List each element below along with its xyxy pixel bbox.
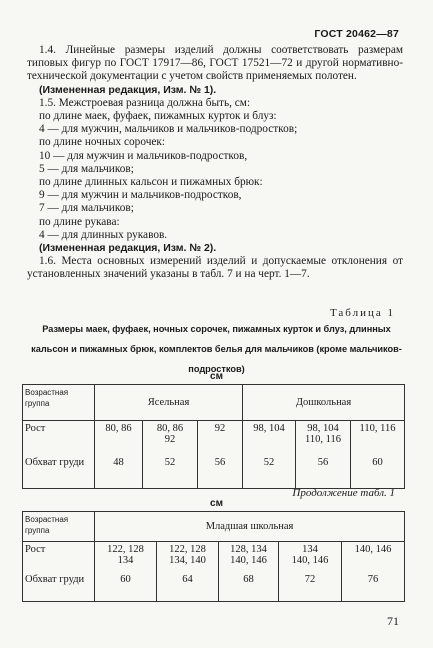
table-row — [23, 455, 405, 489]
table-cell: 64 — [157, 572, 219, 602]
sizes-table-1-continued — [22, 511, 405, 602]
para-1-6: 1.6. Места основных измерений изделий и допускаемые отклонения от установленных значений указаны в табл. 7 и на черт. 1—7. — [27, 255, 403, 281]
table-cell: 48 — [95, 455, 143, 489]
table-cell: 98, 104 — [243, 421, 296, 455]
document-code: ГОСТ 20462—87 — [314, 28, 399, 40]
table-cell: 80, 86 92 — [143, 421, 198, 455]
table-cell: 80, 86 — [95, 421, 143, 455]
table-cell: 110, 116 — [351, 421, 405, 455]
table-cell: 60 — [351, 455, 405, 489]
table-cell: 60 — [95, 572, 157, 602]
group-header-preschool: Дошкольная — [243, 385, 405, 421]
sizes-table-1 — [22, 384, 405, 489]
table-title: Размеры маек, фуфаек, ночных сорочек, пижамных курток и блуз, длинных кальсон и пижамных брюк, комплектов белья для мальчиков (кроме мальчиков-подростков) — [31, 324, 402, 374]
row-label-height: Рост — [23, 421, 95, 455]
table-cell: 76 — [342, 572, 405, 602]
unit-label: см — [210, 498, 223, 509]
group-header-nursery: Ясельная — [95, 385, 243, 421]
para-1-4: 1.4. Линейные размеры изделий должны соответствовать размерам типовых фигур по ГОСТ 17917—86, ГОСТ 17521—72 и другой нормативно-технической документации с учетом свойств применяемых полотен. — [27, 44, 403, 83]
table-cell: 122, 128 134, 140 — [157, 542, 219, 572]
list-line: 5 — для мальчиков; — [39, 162, 134, 175]
list-line: 10 — для мужчин и мальчиков-подростков, — [39, 149, 248, 162]
table-cell: 92 — [198, 421, 243, 455]
table-cell: 68 — [219, 572, 279, 602]
amendment-note-2: (Измененная редакция, Изм. № 2). — [39, 242, 217, 255]
table-cell: 72 — [279, 572, 342, 602]
row-label-chest: Обхват груди — [23, 572, 95, 602]
list-line: 4 — для мужчин, мальчиков и мальчиков-подростков; — [39, 123, 298, 136]
table-continuation: Продолжение табл. 1 — [292, 487, 395, 499]
row-label-chest: Обхват груди — [23, 455, 95, 489]
table-cell: 98, 104 110, 116 — [296, 421, 351, 455]
list-line: 9 — для мужчин и мальчиков-подростков, — [39, 189, 242, 202]
table-cell: 128, 134 140, 146 — [219, 542, 279, 572]
group-header-junior-school: Младшая школьная — [95, 512, 405, 542]
page-number: 71 — [387, 614, 399, 628]
list-line: по длине ночных сорочек: — [39, 136, 166, 149]
age-group-header: Возрастная группа — [23, 512, 95, 542]
age-group-header: Возрастная группа — [23, 385, 95, 421]
table-cell: 56 — [198, 455, 243, 489]
para-1-5: 1.5. Межстроевая разница должна быть, см: — [39, 96, 251, 109]
table-row — [23, 542, 405, 572]
table-cell: 56 — [296, 455, 351, 489]
table-cell: 52 — [143, 455, 198, 489]
list-line: 7 — для мальчиков; — [39, 202, 134, 215]
list-line: по длине рукава: — [39, 215, 120, 228]
row-label-height: Рост — [23, 542, 95, 572]
list-line: по длине маек, фуфаек, пижамных курток и блуз: — [39, 110, 277, 123]
list-line: 4 — для длинных рукавов. — [39, 228, 168, 241]
list-line: по длине длинных кальсон и пижамных брюк: — [39, 176, 263, 189]
unit-label: см — [210, 371, 223, 382]
table-row — [23, 572, 405, 602]
table-label: Таблица 1 — [329, 307, 395, 319]
table-cell: 140, 146 — [342, 542, 405, 572]
table-row — [23, 421, 405, 455]
table-cell: 134 140, 146 — [279, 542, 342, 572]
amendment-note-1: (Измененная редакция, Изм. № 1). — [39, 83, 217, 96]
body-text — [27, 44, 403, 282]
table-cell: 122, 128 134 — [95, 542, 157, 572]
table-cell: 52 — [243, 455, 296, 489]
